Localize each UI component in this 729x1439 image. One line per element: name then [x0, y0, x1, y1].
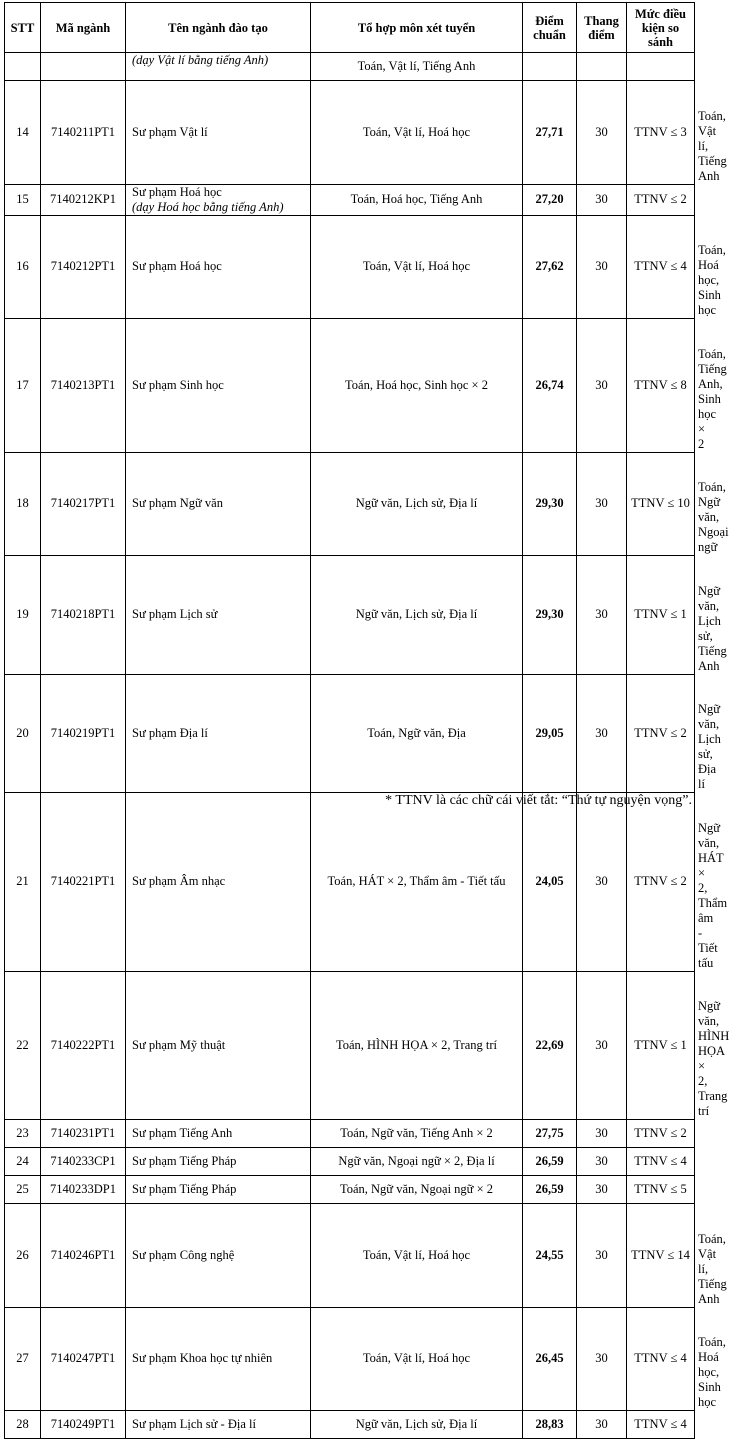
row-name-text: Sư phạm Tiếng Pháp	[132, 1182, 237, 1196]
row-combo: Toán, Ngữ văn, Ngoại ngữ × 2	[311, 1176, 523, 1204]
continuation-name-note: (dạy Vật lí bằng tiếng Anh)	[126, 53, 311, 81]
row-name-text: Sư phạm Hoá học	[132, 184, 222, 199]
row-combo: Toán, Vật lí, Hoá học	[311, 81, 523, 185]
row-stt: 21	[5, 793, 41, 972]
row-name-text: Sư phạm Công nghệ	[132, 1247, 235, 1262]
row-stt: 26	[5, 1204, 41, 1308]
row-scale: 30	[577, 1307, 627, 1411]
row-scale: 30	[577, 674, 627, 793]
row-combo: Toán, Hoá học, Sinh học × 2	[311, 319, 523, 453]
header-to-hop: Tổ hợp môn xét tuyển	[311, 3, 523, 53]
row-condition: TTNV ≤ 2	[627, 1120, 695, 1148]
continuation-row	[5, 53, 695, 81]
row-scale: 30	[577, 1148, 627, 1176]
row-name	[126, 81, 311, 185]
row-score: 22,69	[523, 971, 577, 1120]
row-scale: 30	[577, 556, 627, 675]
table-row: Toán, Hoá học, Sinh học	[698, 243, 726, 317]
row-name	[126, 1307, 311, 1411]
row-condition: TTNV ≤ 1	[627, 971, 695, 1120]
row-name	[126, 556, 311, 675]
row-condition: TTNV ≤ 8	[627, 319, 695, 453]
row-scale: 30	[577, 184, 627, 215]
header-diem-chuan: Điểm chuẩn	[523, 3, 577, 53]
table-row: Ngữ văn, Lịch sử, Địa lí	[698, 702, 721, 791]
row-code: 7140218PT1	[41, 556, 126, 675]
header-ma-nganh: Mã ngành	[41, 3, 126, 53]
row-combo: Toán, Hoá học, Tiếng Anh	[311, 184, 523, 215]
row-scale: 30	[577, 793, 627, 972]
table-row	[5, 81, 695, 109]
row-stt: 23	[5, 1120, 41, 1148]
row-name	[126, 319, 311, 453]
row-scale: 30	[577, 1411, 627, 1439]
row-score: 27,75	[523, 1120, 577, 1148]
row-combo: Toán, Ngữ văn, Địa	[311, 674, 523, 793]
row-name-text: Sư phạm Tiếng Anh	[132, 1126, 233, 1140]
row-condition: TTNV ≤ 4	[627, 1307, 695, 1411]
row-score: 24,55	[523, 1204, 577, 1308]
continuation-combo: Toán, Vật lí, Tiếng Anh	[311, 53, 523, 81]
row-stt: 27	[5, 1307, 41, 1411]
row-stt: 25	[5, 1176, 41, 1204]
row-stt: 20	[5, 674, 41, 793]
row-name-text: Sư phạm Sinh học	[132, 377, 224, 392]
row-combo: Ngữ văn, Ngoại ngữ × 2, Địa lí	[311, 1148, 523, 1176]
row-condition: TTNV ≤ 1	[627, 556, 695, 675]
row-condition: TTNV ≤ 14	[627, 1204, 695, 1308]
row-condition: TTNV ≤ 10	[627, 452, 695, 556]
row-code: 7140246PT1	[41, 1204, 126, 1308]
table-row	[5, 1411, 695, 1439]
row-name	[126, 674, 311, 793]
row-code: 7140222PT1	[41, 971, 126, 1120]
row-name	[126, 452, 311, 556]
row-code: 7140231PT1	[41, 1120, 126, 1148]
row-scale: 30	[577, 81, 627, 185]
row-name	[126, 1120, 311, 1148]
row-code: 7140212KP1	[41, 184, 126, 215]
header-ten-nganh: Tên ngành đào tạo	[126, 3, 311, 53]
table-row	[5, 1204, 695, 1232]
row-name	[126, 1176, 311, 1204]
row-stt: 16	[5, 215, 41, 319]
row-code: 7140233CP1	[41, 1148, 126, 1176]
header-row	[5, 3, 695, 53]
row-code: 7140211PT1	[41, 81, 126, 185]
row-condition: TTNV ≤ 4	[627, 215, 695, 319]
row-code: 7140219PT1	[41, 674, 126, 793]
row-name-text: Sư phạm Khoa học tự nhiên	[132, 1351, 273, 1366]
row-condition: TTNV ≤ 5	[627, 1176, 695, 1204]
row-score: 24,05	[523, 793, 577, 972]
table-row	[5, 971, 695, 999]
header-stt: STT	[5, 3, 41, 53]
header-muc-dieu-kien: Mức điều kiện so sánh	[627, 3, 695, 53]
row-code: 7140249PT1	[41, 1411, 126, 1439]
table-row: Toán, Vật lí, Tiếng Anh	[698, 1231, 727, 1306]
row-scale: 30	[577, 1176, 627, 1204]
row-stt: 22	[5, 971, 41, 1120]
row-name-text: Sư phạm Hoá học	[132, 259, 222, 274]
row-combo: Toán, Vật lí, Hoá học	[311, 1307, 523, 1411]
table-row	[5, 319, 695, 347]
row-condition: TTNV ≤ 2	[627, 674, 695, 793]
row-name-note: (dạy Hoá học bằng tiếng Anh)	[132, 199, 284, 214]
row-combo: Ngữ văn, Lịch sử, Địa lí	[311, 556, 523, 675]
row-name-text: Sư phạm Ngữ văn	[132, 496, 223, 511]
row-name	[126, 971, 311, 1120]
row-combo: Toán, HÌNH HỌA × 2, Trang trí	[311, 971, 523, 1120]
row-code: 7140221PT1	[41, 793, 126, 972]
row-scale: 30	[577, 319, 627, 453]
row-score: 26,59	[523, 1176, 577, 1204]
row-condition: TTNV ≤ 2	[627, 793, 695, 972]
row-name-text: Sư phạm Âm nhạc	[132, 874, 226, 889]
table-row: Toán, Tiếng Anh, Sinh học × 2	[698, 346, 727, 451]
row-code: 7140233DP1	[41, 1176, 126, 1204]
row-name	[126, 793, 311, 972]
row-stt: 28	[5, 1411, 41, 1439]
row-score: 27,71	[523, 81, 577, 185]
table-row: Ngữ văn, HÌNH HỌA × 2, Trang trí	[698, 999, 729, 1118]
row-score: 27,20	[523, 184, 577, 215]
row-name	[126, 215, 311, 319]
row-condition: TTNV ≤ 2	[627, 184, 695, 215]
table-row	[5, 556, 695, 584]
row-score: 29,30	[523, 556, 577, 675]
row-stt: 14	[5, 81, 41, 185]
row-combo: Ngữ văn, Lịch sử, Địa lí	[311, 452, 523, 556]
row-scale: 30	[577, 215, 627, 319]
row-combo: Toán, Vật lí, Hoá học	[311, 215, 523, 319]
row-stt: 19	[5, 556, 41, 675]
table-row: Toán, Hoá học, Sinh học	[698, 1335, 726, 1409]
table-row	[5, 1148, 695, 1176]
table-row: Ngữ văn, Lịch sử, Tiếng Anh	[698, 583, 727, 673]
row-name-text: Sư phạm Mỹ thuật	[132, 1037, 226, 1052]
row-condition: TTNV ≤ 3	[627, 81, 695, 185]
row-name-text: Sư phạm Địa lí	[132, 725, 208, 740]
table-row: Toán, Vật lí, Tiếng Anh	[698, 108, 727, 183]
table-row	[5, 1176, 695, 1204]
row-scale: 30	[577, 452, 627, 556]
row-combo: Toán, Ngữ văn, Tiếng Anh × 2	[311, 1120, 523, 1148]
footnote: * TTNV là các chữ cái viết tắt: “Thứ tự nguyện vọng”.	[385, 793, 692, 808]
row-stt: 15	[5, 184, 41, 215]
row-name	[126, 1148, 311, 1176]
row-combo: Toán, Vật lí, Hoá học	[311, 1204, 523, 1308]
row-name-text: Sư phạm Tiếng Pháp	[132, 1154, 237, 1168]
table-row	[5, 215, 695, 243]
row-stt: 18	[5, 452, 41, 556]
admission-table	[4, 2, 729, 1439]
row-score: 26,74	[523, 319, 577, 453]
table-row	[5, 674, 695, 702]
row-scale: 30	[577, 971, 627, 1120]
row-condition: TTNV ≤ 4	[627, 1411, 695, 1439]
row-score: 29,30	[523, 452, 577, 556]
table-row: Ngữ văn, HÁT × 2, Thẩm âm - Tiết tấu	[698, 820, 728, 970]
row-name	[126, 184, 311, 215]
row-name-text: Sư phạm Vật lí	[132, 124, 208, 139]
row-score: 28,83	[523, 1411, 577, 1439]
table-row	[5, 1307, 695, 1335]
row-condition: TTNV ≤ 4	[627, 1148, 695, 1176]
row-combo: Toán, HÁT × 2, Thẩm âm - Tiết tấu	[311, 793, 523, 972]
row-code: 7140213PT1	[41, 319, 126, 453]
table-row	[5, 184, 695, 215]
row-score: 26,45	[523, 1307, 577, 1411]
row-name-text: Sư phạm Lịch sử	[132, 607, 218, 622]
row-name	[126, 1204, 311, 1308]
row-stt: 24	[5, 1148, 41, 1176]
row-stt: 17	[5, 319, 41, 453]
row-scale: 30	[577, 1204, 627, 1308]
row-code: 7140212PT1	[41, 215, 126, 319]
table-row: Toán, Ngữ văn, Ngoại ngữ	[698, 480, 729, 554]
row-score: 27,62	[523, 215, 577, 319]
row-code: 7140217PT1	[41, 452, 126, 556]
row-scale: 30	[577, 1120, 627, 1148]
row-name-text: Sư phạm Lịch sử - Địa lí	[132, 1417, 256, 1431]
header-thang-diem: Thang điểm	[577, 3, 627, 53]
row-combo: Ngữ văn, Lịch sử, Địa lí	[311, 1411, 523, 1439]
row-name	[126, 1411, 311, 1439]
table-row	[5, 452, 695, 480]
row-code: 7140247PT1	[41, 1307, 126, 1411]
row-score: 29,05	[523, 674, 577, 793]
row-score: 26,59	[523, 1148, 577, 1176]
table-row	[5, 1120, 695, 1148]
